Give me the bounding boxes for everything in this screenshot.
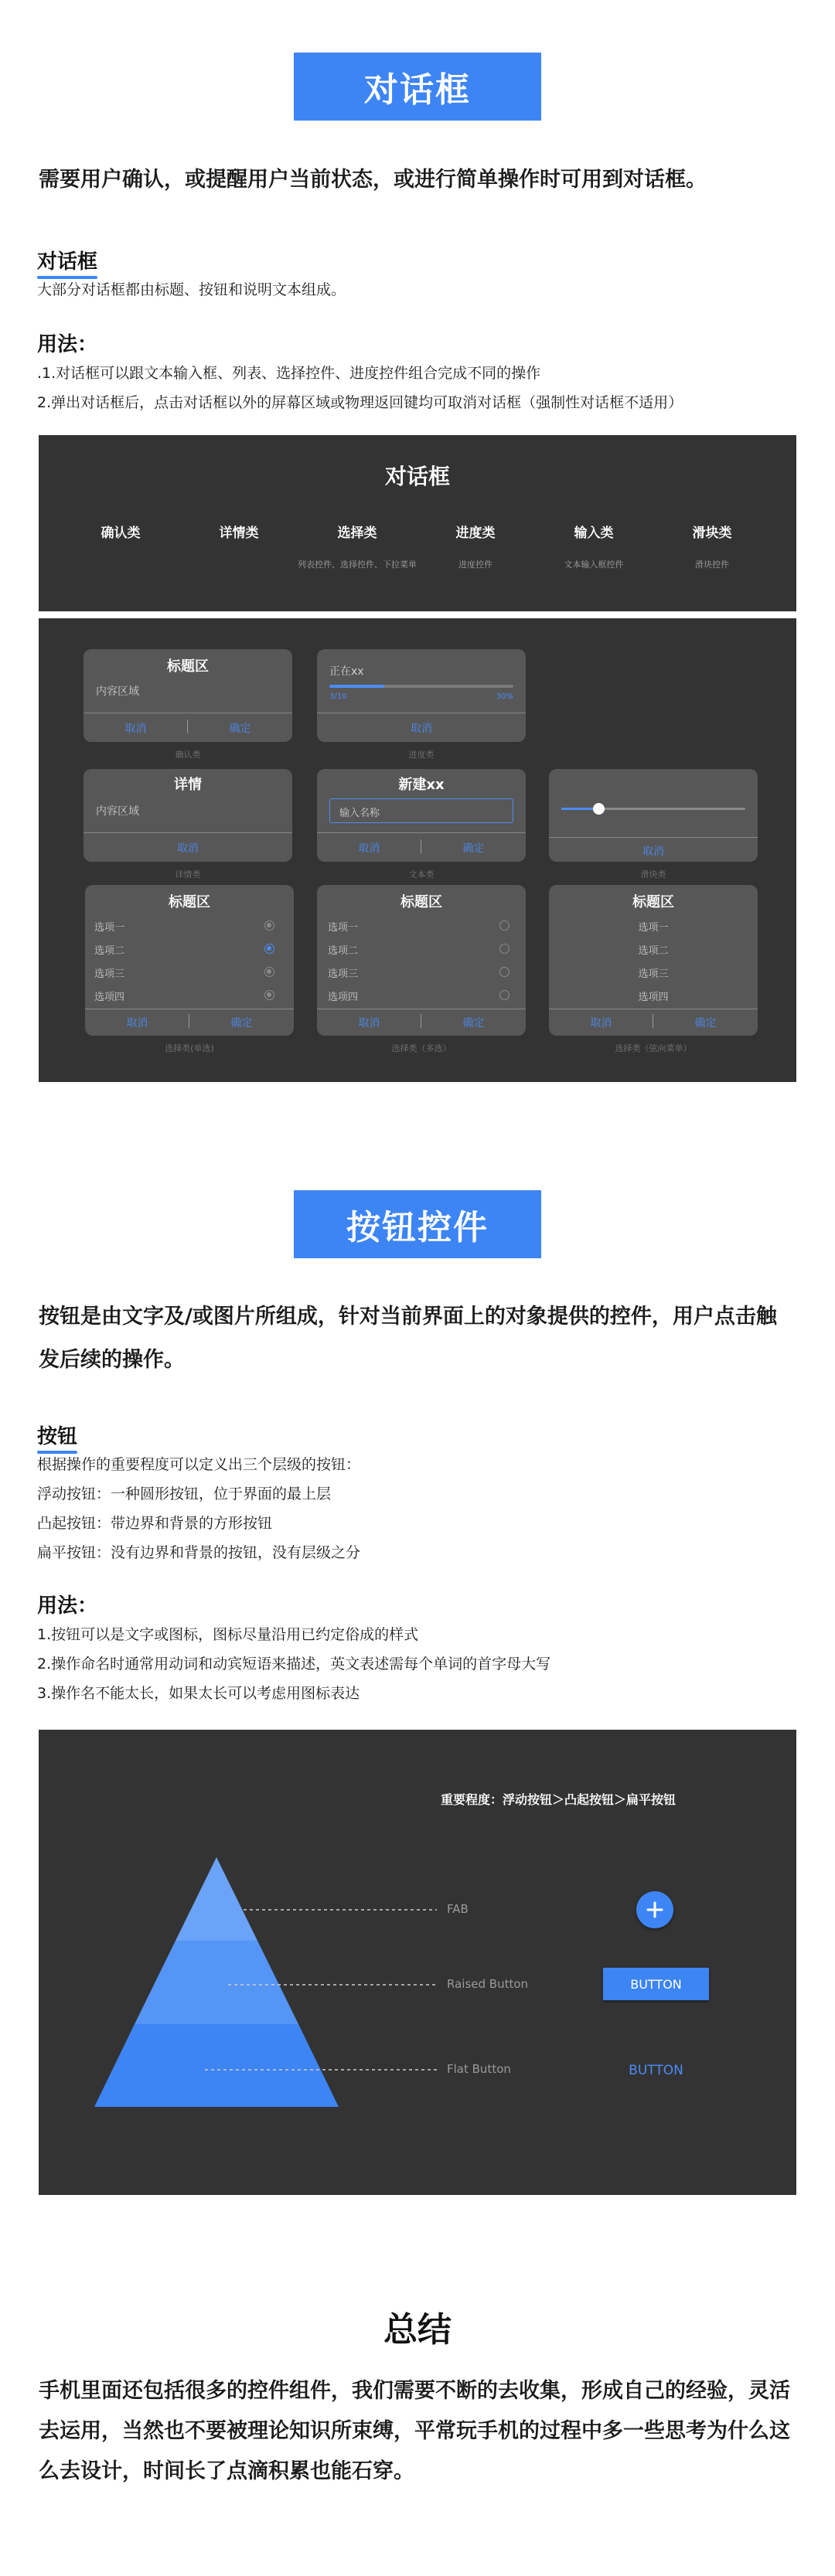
dialog-title: 标题区 bbox=[400, 894, 442, 910]
category-select bbox=[295, 522, 419, 570]
fab-level-label: FAB bbox=[447, 1902, 469, 1916]
category-name: 详情类 bbox=[219, 526, 259, 541]
raised-button[interactable]: BUTTON bbox=[603, 1968, 709, 2000]
category-name: 确认类 bbox=[101, 526, 141, 541]
pyramid-diagram bbox=[39, 1730, 796, 2195]
mock-caption: 进度类 bbox=[408, 750, 435, 760]
category-desc: 列表控件、选择控件、下拉菜单 bbox=[298, 560, 417, 570]
dialog-intro: 需要用户确认，或提醒用户当前状态，或进行简单操作时可用到对话框。 bbox=[39, 168, 707, 192]
dialog-section-banner: 对话框 bbox=[294, 53, 541, 121]
mock-caption: 文本类 bbox=[408, 869, 435, 880]
dialog-title: 标题区 bbox=[169, 894, 210, 910]
button-line: 扁平按钮：没有边界和背景的按钮，没有层级之分 bbox=[37, 1544, 361, 1561]
mock-caption: 滑块类 bbox=[640, 869, 666, 880]
category-slider bbox=[650, 522, 774, 570]
mock-caption: 选择类（多选） bbox=[391, 1043, 452, 1053]
radio-icon[interactable] bbox=[499, 967, 510, 977]
category-name: 输入类 bbox=[574, 526, 614, 541]
dialog-subheading-desc: 大部分对话框都由标题、按钮和说明文本组成。 bbox=[37, 281, 346, 298]
cancel-button[interactable]: 取消 bbox=[358, 1017, 380, 1029]
category-desc: 进度控件 bbox=[458, 560, 492, 570]
category-name: 选择类 bbox=[337, 526, 377, 541]
radio-icon[interactable] bbox=[264, 967, 274, 977]
dialog-title: 新建xx bbox=[398, 777, 445, 793]
dialog-usage-item: .1.对话框可以跟文本输入框、列表、选择控件、进度控件组合完成不同的操作 bbox=[37, 365, 541, 382]
radio-icon[interactable] bbox=[264, 990, 274, 1000]
slider-handle[interactable] bbox=[593, 803, 605, 815]
cancel-button[interactable]: 取消 bbox=[177, 842, 199, 855]
button-usage-heading: 用法： bbox=[37, 1594, 98, 1618]
dialog-title: 标题区 bbox=[632, 894, 674, 910]
mock-caption: 选择类（弦向菜单） bbox=[615, 1043, 692, 1053]
detail-dialog-mock bbox=[84, 769, 292, 862]
option-label[interactable]: 选项一 bbox=[328, 922, 359, 934]
category-input bbox=[532, 522, 656, 570]
option-label[interactable]: 选项三 bbox=[94, 968, 125, 980]
confirm-button[interactable]: 确定 bbox=[462, 842, 485, 855]
cancel-button[interactable]: 取消 bbox=[124, 723, 147, 735]
plus-icon bbox=[636, 1891, 673, 1928]
radio-icon[interactable] bbox=[499, 944, 510, 954]
radio-selected-icon[interactable] bbox=[264, 944, 274, 954]
name-input[interactable] bbox=[329, 798, 513, 823]
confirm-button[interactable]: 确定 bbox=[229, 723, 251, 735]
button-usage-item: 3.操作名不能太长，如果太长可以考虑用图标表达 bbox=[37, 1685, 360, 1702]
divider bbox=[84, 832, 292, 833]
single-select-dialog-mock bbox=[85, 885, 294, 1036]
cancel-button[interactable]: 取消 bbox=[358, 842, 380, 855]
dialog-subheading: 对话框 bbox=[37, 246, 97, 276]
dialog-content: 内容区域 bbox=[96, 686, 139, 698]
fab-button[interactable] bbox=[636, 1891, 673, 1928]
pyramid-top bbox=[176, 1857, 257, 1941]
dialog-usage-item: 2.弹出对话框后，点击对话框以外的屏幕区域或物理返回键均可取消对话框（强制性对话框不适用） bbox=[37, 394, 683, 411]
dialog-usage-heading: 用法： bbox=[37, 333, 98, 356]
input-dialog-mock bbox=[317, 769, 526, 862]
button-line: 凸起按钮：带边界和背景的方形按钮 bbox=[37, 1515, 273, 1532]
name-input-placeholder: 输入名称 bbox=[339, 808, 380, 819]
option-label[interactable]: 选项二 bbox=[94, 945, 125, 957]
slider-dialog-mock bbox=[549, 769, 758, 862]
flat-button[interactable]: BUTTON bbox=[629, 2063, 683, 2078]
category-detail bbox=[177, 522, 301, 558]
button-line: 浮动按钮：一种圆形按钮，位于界面的最上层 bbox=[37, 1485, 332, 1502]
menu-select-dialog-mock bbox=[549, 885, 758, 1036]
confirm-button[interactable]: 确定 bbox=[462, 1017, 485, 1029]
option-label[interactable]: 选项一 bbox=[638, 922, 669, 934]
multi-select-dialog-mock bbox=[317, 885, 526, 1036]
divider bbox=[549, 837, 758, 838]
dialog-mockups-panel bbox=[39, 618, 796, 1082]
importance-label: 重要程度：浮动按钮＞凸起按钮＞扁平按钮 bbox=[441, 1792, 677, 1807]
progress-label: 正在xx bbox=[329, 665, 364, 678]
button-usage-item: 2.操作命名时通常用动词和动宾短语来描述，英文表述需每个单词的首字母大写 bbox=[37, 1656, 551, 1673]
category-confirm bbox=[59, 522, 182, 558]
panel-title: 对话框 bbox=[384, 464, 450, 489]
dialog-title: 详情 bbox=[174, 777, 202, 793]
pyramid-middle bbox=[135, 1941, 298, 2024]
category-desc: 滑块控件 bbox=[695, 560, 729, 570]
mock-caption: 详情类 bbox=[175, 869, 201, 880]
category-desc: 文本输入框控件 bbox=[564, 560, 624, 570]
radio-icon[interactable] bbox=[499, 990, 510, 1000]
progress-fill bbox=[329, 685, 384, 688]
summary-title: 总结 bbox=[383, 2310, 452, 2350]
option-label[interactable]: 选项一 bbox=[94, 922, 125, 934]
summary-body: 手机里面还包括很多的控件组件，我们需要不断的去收集，形成自己的经验，灵活去运用，当然也不要被理论知识所束缚，平常玩手机的过程中多一些思考为什么这么去设计，时间长了点滴积累也能石穿。 bbox=[39, 2379, 790, 2483]
dialog-title: 标题区 bbox=[167, 658, 209, 675]
option-label[interactable]: 选项二 bbox=[638, 945, 669, 957]
cancel-button[interactable]: 取消 bbox=[411, 723, 432, 735]
progress-count: 3/10 bbox=[329, 692, 347, 701]
button-section-banner: 按钮控件 bbox=[294, 1190, 541, 1258]
cancel-button[interactable]: 取消 bbox=[642, 846, 664, 858]
dialog-content: 内容区域 bbox=[96, 805, 139, 818]
button-hierarchy-panel bbox=[39, 1730, 796, 2195]
mock-caption: 确认类 bbox=[175, 750, 201, 760]
option-label[interactable]: 选项二 bbox=[328, 945, 359, 957]
confirm-button[interactable]: 确定 bbox=[230, 1017, 253, 1029]
radio-icon[interactable] bbox=[499, 920, 510, 931]
mock-caption: 选择类(单选) bbox=[165, 1043, 214, 1053]
raised-level-label: Raised Button bbox=[447, 1977, 529, 1991]
progress-percent: 30% bbox=[496, 692, 513, 701]
button-usage-item: 1.按钮可以是文字或图标，图标尽量沿用已约定俗成的样式 bbox=[37, 1626, 419, 1643]
category-name: 进度类 bbox=[455, 526, 496, 541]
radio-icon[interactable] bbox=[264, 920, 274, 931]
category-progress bbox=[414, 522, 537, 570]
category-name: 滑块类 bbox=[692, 526, 732, 541]
confirm-dialog-mock bbox=[84, 649, 292, 742]
button-line: 根据操作的重要程度可以定义出三个层级的按钮： bbox=[37, 1456, 361, 1473]
option-label[interactable]: 选项三 bbox=[638, 968, 669, 980]
option-label[interactable]: 选项三 bbox=[328, 968, 359, 980]
dialog-categories-panel bbox=[39, 435, 796, 611]
option-label[interactable]: 选项四 bbox=[638, 992, 669, 1003]
button-subheading: 按钮 bbox=[37, 1421, 77, 1451]
option-label[interactable]: 选项四 bbox=[328, 992, 359, 1003]
cancel-button[interactable]: 取消 bbox=[126, 1017, 148, 1029]
progress-dialog-mock bbox=[317, 649, 526, 742]
confirm-button[interactable]: 确定 bbox=[694, 1017, 717, 1029]
button-intro: 按钮是由文字及/或图片所组成，针对当前界面上的对象提供的控件，用户点击触发后续的操作。 bbox=[39, 1305, 777, 1372]
option-label[interactable]: 选项四 bbox=[94, 992, 125, 1003]
cancel-button[interactable]: 取消 bbox=[590, 1017, 612, 1029]
flat-level-label: Flat Button bbox=[447, 2062, 511, 2076]
divider bbox=[317, 832, 526, 833]
pyramid-bottom bbox=[94, 2024, 339, 2107]
